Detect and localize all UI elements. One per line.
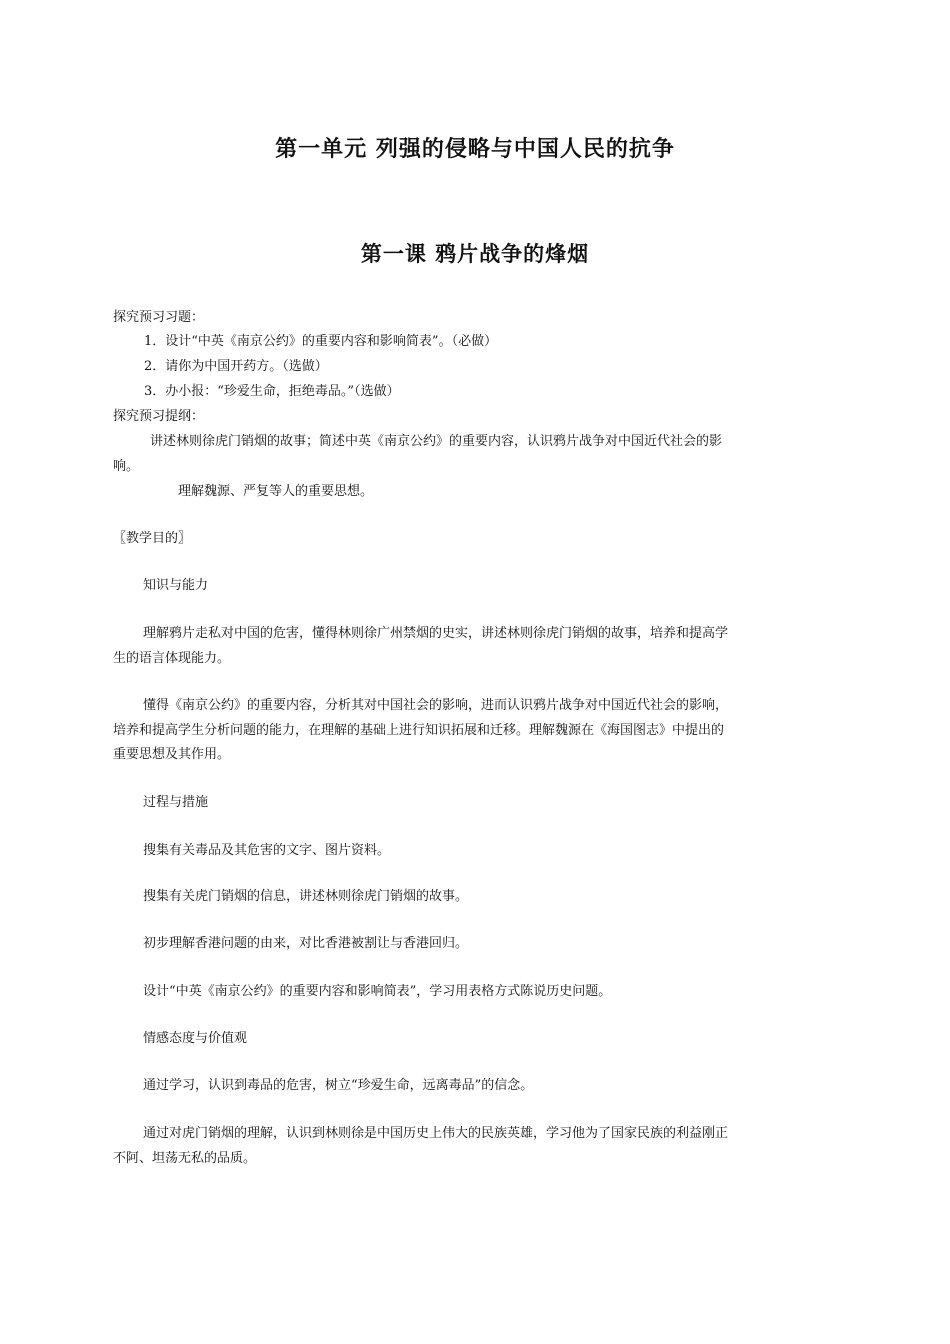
knowledge-para-1-line-2: 生的语言体现能力。 (113, 651, 231, 666)
knowledge-para-2-line-2: 培养和提高学生分析问题的能力，在理解的基础上进行知识拓展和迁移。理解魏源在《海国图志》中提出的 (113, 723, 725, 738)
knowledge-para-1-line-1: 理解鸦片走私对中国的危害，懂得林则徐广州禁烟的史实，讲述林则徐虎门销烟的故事，培养和提高学 (143, 626, 729, 641)
process-item-1: 搜集有关毒品及其危害的文字、图片资料。 (143, 843, 391, 858)
knowledge-para-2-line-3: 重要思想及其作用。 (113, 747, 231, 762)
process-item-2: 搜集有关虎门销烟的信息，讲述林则徐虎门销烟的故事。 (143, 889, 469, 904)
objectives-heading: 〖教学目的〗 (113, 531, 192, 546)
outline-line-2: 响。 (113, 459, 140, 474)
emotion-item-2-line-2: 不阿、坦荡无私的品质。 (113, 1151, 257, 1166)
process-item-3: 初步理解香港问题的由来，对比香港被割让与香港回归。 (143, 936, 469, 951)
preview-item-3: 3．办小报：“珍爱生命，拒绝毒品。”（选做） (144, 384, 400, 399)
knowledge-para-2-line-1: 懂得《南京公约》的重要内容，分析其对中国社会的影响，进而认识鸦片战争对中国近代社会的影响， (143, 698, 729, 713)
outline-line-3: 理解魏源、严复等人的重要思想。 (178, 484, 374, 499)
knowledge-heading: 知识与能力 (143, 578, 209, 593)
preview-item-1: 1．设计“中英《南京公约》的重要内容和影响简表”。（必做） (144, 334, 498, 349)
emotion-item-2-line-1: 通过对虎门销烟的理解，认识到林则徐是中国历史上伟大的民族英雄，学习他为了国家民族的利益刚正 (143, 1126, 729, 1141)
emotion-heading: 情感态度与价值观 (143, 1031, 248, 1046)
emotion-item-1: 通过学习，认识到毒品的危害，树立“珍爱生命，远离毒品”的信念。 (143, 1078, 534, 1093)
preview-item-2: 2．请你为中国开药方。（选做） (144, 359, 328, 374)
process-heading: 过程与措施 (143, 795, 209, 810)
unit-title: 第一单元 列强的侵略与中国人民的抗争 (275, 137, 675, 162)
lesson-title: 第一课 鸦片战争的烽烟 (360, 242, 590, 266)
outline-heading: 探究预习提纲： (113, 409, 205, 424)
process-item-4: 设计“中英《南京公约》的重要内容和影响简表”，学习用表格方式陈说历史问题。 (143, 984, 612, 999)
outline-line-1: 讲述林则徐虎门销烟的故事；简述中英《南京公约》的重要内容，认识鸦片战争对中国近代社会的影 (150, 434, 723, 449)
preview-heading: 探究预习习题： (113, 310, 205, 325)
